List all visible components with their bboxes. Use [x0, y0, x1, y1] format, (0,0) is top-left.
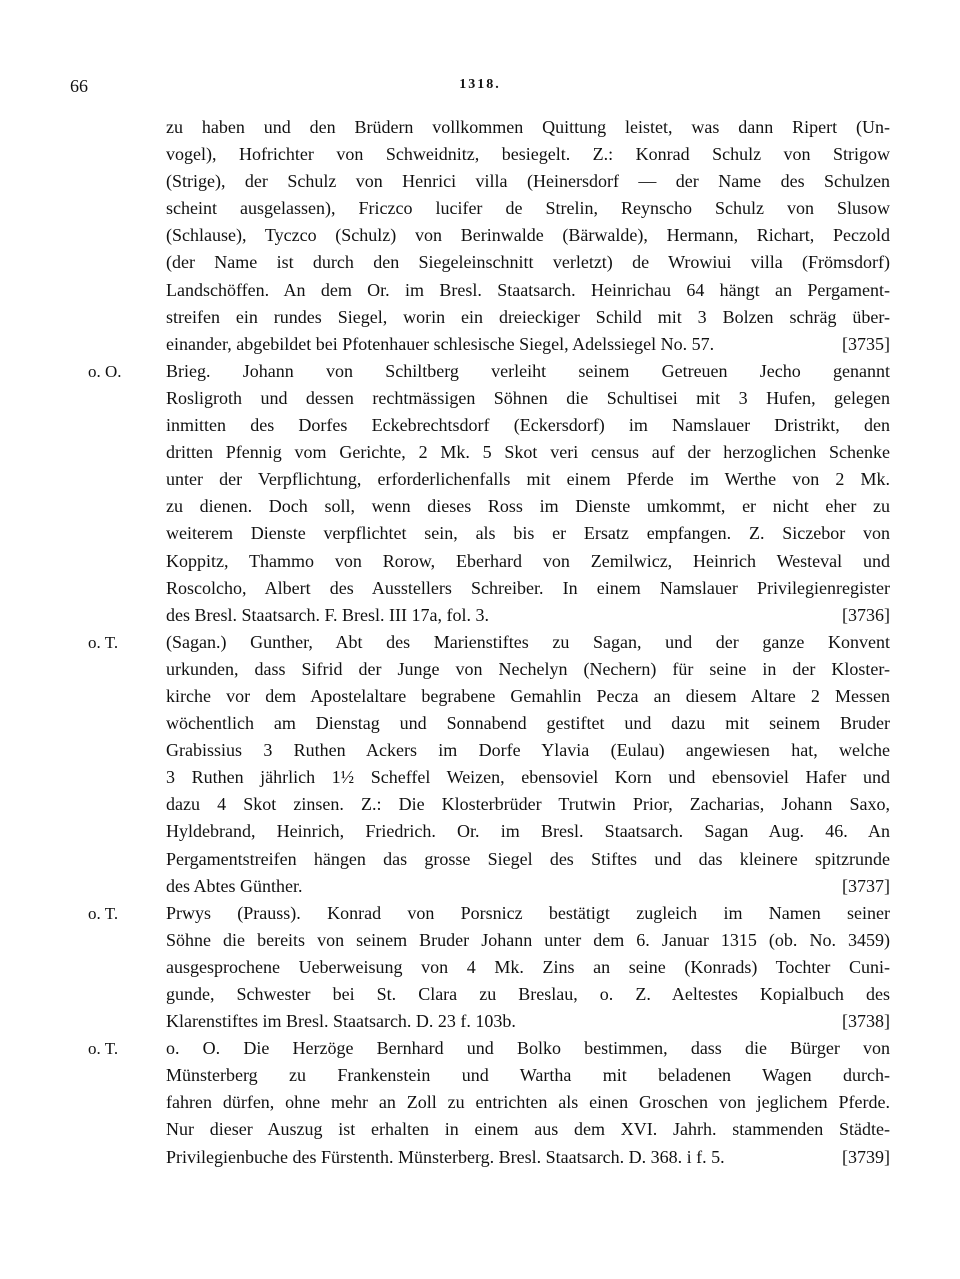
margin-date-note — [68, 602, 158, 629]
line-text: Klarenstiftes im Bresl. Staatsarch. D. 23 f. 103b. — [166, 1011, 516, 1032]
line-text-block — [166, 1008, 890, 1035]
line-text-block — [166, 493, 890, 520]
line-text: dritten Pfennig vom Gerichte, 2 Mk. 5 Skot veri census auf der herzoglichen Schenke — [166, 442, 890, 463]
line-text-block — [166, 818, 890, 845]
margin-date-note — [68, 493, 158, 520]
line-text-block — [166, 331, 890, 358]
line-text: zu haben und den Brüdern vollkommen Quittung leistet, was dann Ripert (Un- — [166, 117, 890, 137]
text-line — [68, 304, 890, 331]
margin-date-note — [68, 141, 158, 168]
margin-date-note — [68, 900, 158, 927]
line-text: vogel), Hofrichter von Schweidnitz, besiegelt. Z.: Konrad Schulz von Strigow — [166, 144, 890, 165]
line-text: Münsterberg zu Frankenstein und Wartha mit beladenen Wagen durch- — [166, 1065, 890, 1086]
line-text-block — [166, 873, 890, 900]
text-line — [68, 249, 890, 276]
line-text-block — [166, 846, 890, 873]
line-text-block — [166, 629, 890, 656]
line-text-block — [166, 412, 890, 439]
line-text-block — [166, 168, 890, 195]
document-body — [68, 114, 890, 1171]
line-text: dazu 4 Skot zinsen. Z.: Die Klosterbrüder Trutwin Prior, Zacharias, Johann Saxo, — [166, 794, 890, 815]
text-line — [68, 195, 890, 222]
line-text: (Strige), der Schulz von Henrici villa (Heinersdorf — der Name des Schulzen — [166, 171, 890, 192]
margin-date-note — [68, 629, 158, 656]
line-text: Brieg. Johann von Schiltberg verleiht seinem Getreuen Jecho genannt — [166, 360, 890, 381]
line-text-block — [166, 1144, 890, 1171]
line-text: (Schlause), Tyczco (Schulz) von Berinwalde (Bärwalde), Hermann, Richart, Peczold — [166, 225, 890, 246]
document-reference-number: [3737] — [842, 875, 890, 896]
margin-date-note — [68, 331, 158, 358]
margin-date-note — [68, 358, 158, 385]
line-text-block — [166, 1062, 890, 1089]
margin-date-note — [68, 737, 158, 764]
line-text-block — [166, 1089, 890, 1116]
line-text-block — [166, 439, 890, 466]
text-line — [68, 222, 890, 249]
margin-date-note — [68, 520, 158, 547]
margin-date-note — [68, 981, 158, 1008]
line-text: Grabissius 3 Ruthen Ackers im Dorfe Ylavia (Eulau) angewiesen hat, welche — [166, 740, 890, 761]
line-text: gunde, Schwester bei St. Clara zu Breslau, o. Z. Aeltestes Kopialbuch des — [166, 984, 890, 1004]
line-text: Prwys (Prauss). Konrad von Porsnicz bestätigt zugleich im Namen seiner — [166, 902, 890, 923]
text-line — [68, 1008, 890, 1035]
line-text-block — [166, 141, 890, 168]
line-text: o. O. Die Herzöge Bernhard und Bolko bestimmen, dass die Bürger von — [166, 1038, 890, 1059]
line-text: Privilegienbuche des Fürstenth. Münsterberg. Bresl. Staatsarch. D. 368. i f. 5. — [166, 1146, 725, 1167]
margin-date-label: o. T. — [88, 1039, 119, 1059]
margin-date-note — [68, 818, 158, 845]
line-text-block — [166, 737, 890, 764]
line-text: Roscolcho, Albert des Ausstellers Schreiber. In einem Namslauer Privilegienregister — [166, 577, 890, 598]
line-text-block — [166, 304, 890, 331]
text-line — [68, 277, 890, 304]
line-text-block — [166, 358, 890, 385]
text-line — [68, 331, 890, 358]
margin-date-note — [68, 873, 158, 900]
margin-date-note — [68, 195, 158, 222]
line-text-block — [166, 114, 890, 141]
line-text-block — [166, 520, 890, 547]
line-text-block — [166, 900, 890, 927]
margin-date-note — [68, 764, 158, 791]
line-text-block — [166, 249, 890, 276]
text-line — [68, 846, 890, 873]
document-reference-number: [3738] — [842, 1011, 890, 1032]
text-line — [68, 493, 890, 520]
page-number: 66 — [70, 76, 88, 96]
margin-date-note — [68, 656, 158, 683]
text-line — [68, 737, 890, 764]
margin-date-note — [68, 412, 158, 439]
line-text: fahren dürfen, ohne mehr an Zoll zu entrichten als einen Groschen von jeglichem Pferde. — [166, 1092, 890, 1113]
margin-date-note — [68, 548, 158, 575]
text-line — [68, 168, 890, 195]
page-year-header: 1318. — [459, 77, 501, 92]
line-text: des Abtes Günther. — [166, 875, 303, 896]
line-text: Söhne die bereits von seinem Bruder Johann unter dem 6. Januar 1315 (ob. No. 3459) — [166, 929, 890, 950]
text-line — [68, 358, 890, 385]
margin-date-note — [68, 791, 158, 818]
text-line — [68, 981, 890, 1008]
text-line — [68, 629, 890, 656]
line-text-block — [166, 981, 890, 1008]
margin-date-note — [68, 710, 158, 737]
margin-date-note — [68, 575, 158, 602]
text-line — [68, 954, 890, 981]
margin-date-note — [68, 249, 158, 276]
text-line — [68, 1089, 890, 1116]
line-text: (der Name ist durch den Siegeleinschnitt verletzt) de Wrowiui villa (Frömsdorf) — [166, 252, 890, 273]
line-text: streifen ein rundes Siegel, worin ein dreieckiger Schild mit 3 Bolzen schräg über- — [166, 306, 890, 327]
line-text-block — [166, 466, 890, 493]
line-text-block — [166, 710, 890, 737]
text-line — [68, 791, 890, 818]
line-text: wöchentlich am Dienstag und Sonnabend gestiftet und dazu mit seinem Bruder — [166, 713, 890, 734]
line-text: zu dienen. Doch soll, wenn dieses Ross im Dienste umkommt, er nicht eher zu — [166, 496, 890, 517]
margin-date-note — [68, 304, 158, 331]
line-text-block — [166, 575, 890, 602]
text-line — [68, 602, 890, 629]
text-line — [68, 141, 890, 168]
text-line — [68, 1144, 890, 1171]
margin-date-note — [68, 1144, 158, 1171]
margin-date-note — [68, 1116, 158, 1143]
line-text: Hyldebrand, Heinrich, Friedrich. Or. im Bresl. Staatsarch. Sagan Aug. 46. An — [166, 821, 890, 842]
text-line — [68, 1062, 890, 1089]
line-text: urkunden, dass Sifrid der Junge von Nechelyn (Nechern) für seine in der Kloster- — [166, 658, 890, 679]
line-text: ausgesprochene Ueberweisung von 4 Mk. Zins an seine (Konrads) Tochter Cuni- — [166, 956, 890, 977]
text-line — [68, 656, 890, 683]
document-reference-number: [3735] — [842, 333, 890, 354]
line-text-block — [166, 222, 890, 249]
text-line — [68, 873, 890, 900]
line-text: 3 Ruthen jährlich 1½ Scheffel Weizen, ebensoviel Korn und ebensoviel Hafer und — [166, 767, 890, 788]
margin-date-note — [68, 439, 158, 466]
line-text: unter der Verpflichtung, erforderlichenfalls mit einem Pferde im Werthe von 2 Mk. — [166, 469, 890, 490]
line-text: einander, abgebildet bei Pfotenhauer schlesische Siegel, Adelssiegel No. 57. — [166, 333, 715, 354]
text-line — [68, 385, 890, 412]
margin-date-note — [68, 277, 158, 304]
margin-date-note — [68, 1089, 158, 1116]
line-text: Landschöffen. An dem Or. im Bresl. Staatsarch. Heinrichau 64 hängt an Pergament- — [166, 279, 890, 300]
line-text-block — [166, 791, 890, 818]
line-text: Nur dieser Auszug ist erhalten in einem aus dem XVI. Jahrh. stammenden Städte- — [166, 1119, 890, 1140]
margin-date-note — [68, 1062, 158, 1089]
document-reference-number: [3736] — [842, 604, 890, 625]
text-line — [68, 764, 890, 791]
margin-date-label: o. T. — [88, 903, 119, 923]
line-text: inmitten des Dorfes Eckebrechtsdorf (Eckersdorf) im Namslauer Dristrikt, den — [166, 415, 890, 436]
line-text-block — [166, 195, 890, 222]
margin-date-note — [68, 846, 158, 873]
margin-date-note — [68, 954, 158, 981]
margin-date-note — [68, 683, 158, 710]
text-line — [68, 439, 890, 466]
text-line — [68, 683, 890, 710]
line-text-block — [166, 277, 890, 304]
line-text: des Bresl. Staatsarch. F. Bresl. III 17a, fol. 3. — [166, 604, 489, 625]
text-line — [68, 466, 890, 493]
line-text-block — [166, 1116, 890, 1143]
margin-date-note — [68, 168, 158, 195]
line-text-block — [166, 683, 890, 710]
text-line — [68, 927, 890, 954]
document-reference-number: [3739] — [842, 1146, 890, 1167]
line-text-block — [166, 1035, 890, 1062]
text-line — [68, 818, 890, 845]
text-line — [68, 412, 890, 439]
margin-date-label: o. T. — [88, 632, 119, 652]
margin-date-note — [68, 385, 158, 412]
line-text-block — [166, 927, 890, 954]
line-text-block — [166, 385, 890, 412]
margin-date-label: o. O. — [88, 361, 122, 381]
line-text: weiterem Dienste verpflichtet sein, als bis er Ersatz empfangen. Z. Siczebor von — [166, 523, 890, 544]
line-text: (Sagan.) Gunther, Abt des Marienstiftes zu Sagan, und der ganze Konvent — [166, 631, 890, 652]
line-text-block — [166, 602, 890, 629]
text-line — [68, 520, 890, 547]
margin-date-note — [68, 114, 158, 141]
line-text-block — [166, 954, 890, 981]
text-line — [68, 114, 890, 141]
line-text: scheint ausgelassen), Friczco lucifer de Strelin, Reynscho Schulz von Slusow — [166, 198, 890, 219]
margin-date-note — [68, 1035, 158, 1062]
text-line — [68, 900, 890, 927]
text-line — [68, 710, 890, 737]
text-line — [68, 575, 890, 602]
line-text-block — [166, 548, 890, 575]
margin-date-note — [68, 1008, 158, 1035]
margin-date-note — [68, 222, 158, 249]
line-text: Rosligroth und dessen rechtmässigen Söhnen die Schultisei mit 3 Hufen, gelegen — [166, 387, 890, 408]
text-line — [68, 1035, 890, 1062]
line-text: kirche vor dem Apostelaltare begrabene Gemahlin Pecza an diesem Altare 2 Messen — [166, 685, 890, 706]
line-text-block — [166, 764, 890, 791]
text-line — [68, 548, 890, 575]
margin-date-note — [68, 927, 158, 954]
text-line — [68, 1116, 890, 1143]
line-text: Koppitz, Thammo von Rorow, Eberhard von Zemilwicz, Heinrich Westeval und — [166, 550, 890, 571]
line-text-block — [166, 656, 890, 683]
margin-date-note — [68, 466, 158, 493]
line-text: Pergamentstreifen hängen das grosse Siegel des Stiftes und das kleinere spitzrunde — [166, 848, 890, 869]
